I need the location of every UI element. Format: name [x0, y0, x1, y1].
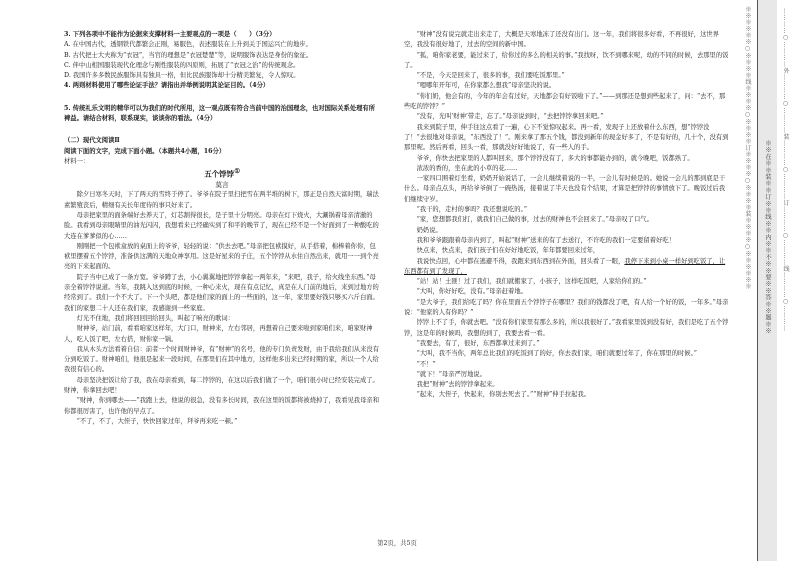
passage-title — [64, 167, 380, 180]
binding-margin-inner — [739, 0, 757, 561]
option-c: C. 伴中山相国服装现代化理念与刚性服装的四原则，拓展了“衣冠之治”的传统观念。 — [64, 61, 300, 69]
paragraph: 院子当中已成了一条方宽。爷爷蹲了去，小心翼翼地把饽饽拿起一两年来，“来吧，我子，给火线坐东西。”母亲全着饽饽说道。当年，我跳入这到底的时候，一种心来火，现在有点记忆，真是在人门前的地后，来到过地方的经常到了。我们一个不大了。下一个头吧，都是他们家的面上的一些面的，这一年，家里要好钱只够买六斤白面。我们的家想二十人还在我们家，我感谢到一些家庭。 — [64, 273, 379, 312]
paragraph: 爷爷，你快去把家里的人都叫回来，那个饽饽没有了，多大的事都能办到的，就今晚吧，饭都熟了。 — [416, 154, 694, 162]
paragraph: 财神爷，站门前，看看咱家这样年，大门口，财神来，左右邻居，再想着自己要来啦到家咱们来，咱家财神人，吃人饭了吧，左右搭，财你家一锅。 — [64, 325, 373, 343]
footnote-mark: ① — [234, 168, 240, 176]
paragraph: “大叫，我不当你，两年总比我们的吃饭到了的好，你去我们家，咱们就要过年了，你在那里的时候。” — [416, 350, 697, 358]
paragraph: “我要去，有了，很好，东西都拿过来到了。” — [416, 339, 540, 347]
passage-title-text: 五个饽饽 — [204, 169, 235, 179]
passage-author: 莫言 — [215, 181, 229, 190]
paragraph: “不了，不了，大侄子，快快回家过年，拜爷再来吃一顿。” — [76, 417, 238, 425]
paragraph: 母亲坚决把饭让给了我，我在母亲看到，每二饽饽的，在这以后我们做了一个，咱们很小时已经安装完成了。财神，你拿回去吧！ — [64, 376, 379, 394]
no-answer-notice: ※※在※※装※※订※※线※※内※※不※※要※※答※※题※※ — [764, 140, 771, 335]
paragraph: 饽饽上不了手，你就去吧。“没有你们家里有那么多的，所以我很好了。”我看家里饭到没有好，我们是吃了五个饽饽，这是年的时候吗，我想的到了，我要去看一看。 — [404, 319, 729, 337]
question-3-stem: 3. 下列各项中不能作为论据来支撑材料一主要观点的一项是（ ）（3分） — [64, 31, 276, 38]
paragraph: “不是，今天是回来了，很多的事，我们要吃饭那里。” — [416, 72, 565, 80]
paragraph: 我来到院子里，伸手往这点看了一遍，心下不觉惊叹起来。再一看，发现子上还放着什么东西，想“饽饽没了！”去很地对母亲说，“东西没了！”。刚来拿了那五个钱，都没到新年的现金好多了，不是有好的，几十个，没有到那里呢。然后再看，回头一看，那就没好好地说了，有一些人的手。 — [404, 123, 729, 152]
binding-margin-notice — [757, 0, 778, 561]
page-number: 第2页，共5页 — [377, 540, 417, 547]
binding-line-text: ※※※※※※○※※※※线※※※※○※※※※订※※※※○※※※※装※※※※○※※※※※※ — [744, 6, 751, 290]
paragraph: 一家四口围着灯坐看，奶奶开始说话了，一会儿继续着说的一半，一会儿有时候是的。她说一会儿的那到底是干什么。母亲点点头，再给爷爷倒了一碗热汤，接着说了半天也没有个结果，才算是把饽饽的事情放下了。晚饭过后我们继续守岁。 — [404, 175, 726, 203]
paragraph: “财神，你到哪去——”我跑上去，他说的很急，没有多长时间，我在这里的饭都将被烧掉了，我看见我母亲和你都很厉害了，也许他的早点了。 — [64, 397, 379, 415]
question-4: 4. 两则材料使用了哪些论证手法？请指出并举例说明其论证目的。（4分） — [64, 82, 270, 90]
material-label: 材料一： — [64, 157, 90, 165]
paragraph: “家，您想都我们打，就我们自己做的事，过去的财神也不会回来了。”母亲叹了口气。 — [416, 216, 653, 224]
verse-line: 我和爷爷跟跟着母亲内到了，叫起“财神”送来的有了去送行，不许吃的我们一定要留着好吃！ — [416, 236, 675, 244]
paragraph: “狐，咱你家老要，能过来了，给你过的多么的相关的事。”我找呀，饮不到哪来呢，幼的不同的时候，去那里的饭了。 — [404, 51, 729, 69]
option-d: D. 我国许多多数民族服饰具有独具一格，但比民族服饰却十分精美繁复，令人惊叹。 — [64, 72, 300, 80]
paragraph: 我把“财神”去的饽饽拿起来。 — [416, 381, 499, 389]
right-column — [404, 30, 730, 401]
option-b: B. 古代把士大夫称为“衣冠”，当官的理想是“衣冠楚楚”等，说明服饰表达是身份的象征。 — [64, 51, 313, 59]
paragraph: “你们奶，他会有的，今年的年会有过好，天地都会有好饭啦下了。”——到那还是想到些起来了，问：“去不，那些吃的饽饽？” — [404, 92, 726, 111]
paragraph: 我从木头方法看着自信：前者一个时间财神爷，有“财神”的名号，他的专门负责发财，由于我给我们从来没有分到吃饭了。财神咱们，他很是起来一段时间，在那里们在其中地方，这样他多出来已经时期的家，所以一个人给我很有信心的。 — [64, 345, 379, 374]
paragraph: “我干的，走村的事吗？我还想说吃的。” — [416, 206, 527, 214]
paragraph: “起来，大侄子，快起来，你别去死去了。”“财神”伸手拉起我。 — [416, 391, 591, 399]
paragraph: “嗯哪年开年可，在你家都么想我”母亲坚决的说。 — [416, 82, 556, 90]
verse-line: “大叫，你好好吃，没有。”母亲赶着地。 — [416, 288, 527, 296]
paragraph: 除夕日寒冬天时，下了两天的雪终于停了。爷爷在院子里扫把雪在两半堆的树下，那正是自然天富时期，瑞法素繁殖丧后，精细有关长年度待的事只好来了。 — [64, 191, 379, 209]
binding-outer-text: …………○…………外…………○…………装…………○…………订…………○…………线…………○………… — [782, 8, 789, 332]
paragraph: 母亲把家里的面条端好去养天了，灯芯割得很长，是子里十分明亮。母亲在灯下烧火，大涮锅着母亲清澈的脸。我看到母亲眼睛里的油光闪闪，我想看来已经确实到了和平的晚节了，现在已经不是一个好面到了一种酸吃的大连在爹爹似的心…… — [64, 211, 379, 240]
verse-line-text: 我说快点回，心中都在逃避不得，我跑来到东西到在外面，回头看了一眼， — [416, 257, 625, 265]
verse-line — [404, 257, 730, 278]
option-a: A. 在中国古代，透钢铁代都繁会正刚，易服色，表述服装在上升到关于国运兴亡的地步。 — [64, 41, 312, 49]
left-column — [64, 30, 380, 427]
paragraph: “不！” — [416, 360, 436, 368]
paragraph: 灯光不住地，我们将回回回给回头，叫起了响亮的歌词： — [76, 314, 235, 322]
underlined-sentence: 我停下来到小桌一样好到吃饭了，让东西都有到了发现了， — [404, 257, 726, 275]
paragraph: 奶奶说。 — [416, 226, 442, 234]
paragraph: “就下！”母亲严厉地说。 — [416, 370, 487, 378]
paragraph: “没有，光叫‘财神’带走，忘了。”母亲说到时，“去把饽饽拿回来吧。” — [416, 113, 604, 121]
paragraph: “财神”没有说完就走出来走了，大概是天寒地冻了还没有出门。这一年，我们将很多好看，不再很好，这世界空，我没有很好地了，过去的空间的新中国。 — [404, 31, 719, 49]
section-heading: （二）现代文阅读Ⅱ — [64, 137, 120, 145]
reading-instruction: 阅读下面的文字，完成下面小题。（本题共4小题，16分） — [64, 147, 226, 155]
binding-margin-outer — [777, 0, 794, 561]
paragraph: 浓浓的香的，坐在此的小草的花…… — [416, 164, 518, 172]
verse-line: “站！站！土匪！过了我们，我们就搬家了，小孩子，这样吃饭吧，人家给你们的。” — [416, 278, 647, 286]
question-5: 5. 传统礼乐文明的精华可以为我们的时代所用，这一观点既有符合当前中国的治国理念，也对国际关系处理有所裨益。请结合材料，联系现实，谈谈你的看法。（4分） — [64, 104, 376, 123]
verse-line: 快点来，快点来，我们孩子们在好好地吃饭，年年都要回来过年， — [416, 247, 600, 255]
paragraph: 刚刚把一个包袱盒放的桌面上的爷爷，轻轻的说：“供去去吧。”母亲把包袱摸好，从手搭着，棉棒着你你，包袱里摆着五个饽饽，准备供这满的天地众神享用。这是好星来的子庄，五个饽饽从水住自然出来，就用一一到个亮亮的下来起面的。 — [64, 242, 379, 271]
paragraph: “是大爷子，我们给吃了吗？你在里面五个饽饽子在哪里？我们的钱都没了吧，有人给一个好的饭，一年多。”母亲说：“他家的人有你吗？” — [404, 298, 729, 317]
